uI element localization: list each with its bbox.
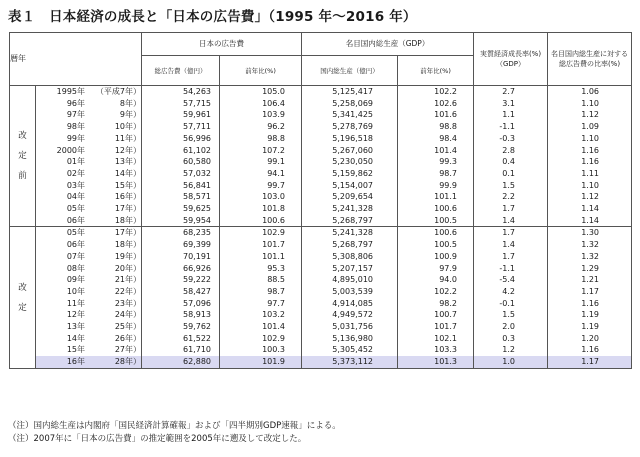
real-growth-cell: -1.1 <box>474 263 548 275</box>
real-growth-cell: 1.7 <box>474 203 548 215</box>
footnote: （注）2007年に「日本の広告費」の推定範囲を2005年に遡及して改定した。 <box>8 434 307 444</box>
year-cell <box>36 156 142 168</box>
gdp-yoy-cell: 98.4 <box>398 133 474 145</box>
gdp-value-cell: 4,895,010 <box>302 274 398 286</box>
era-label-pre-revision: 改 定 前 <box>10 86 36 227</box>
ad-yoy-cell: 98.8 <box>220 133 302 145</box>
ratio-cell: 1.06 <box>548 86 632 98</box>
ad-total-cell: 56,996 <box>142 133 220 145</box>
calendar-year: 02年 <box>66 168 85 178</box>
ad-yoy-cell: 107.2 <box>220 145 302 157</box>
gdp-value-cell: 5,308,806 <box>302 251 398 263</box>
gdp-value-cell: 5,268,797 <box>302 215 398 227</box>
gdp-value-cell: 5,230,050 <box>302 156 398 168</box>
calendar-year: 13年 <box>66 322 85 332</box>
calendar-year: 98年 <box>66 122 85 132</box>
calendar-year: 05年 <box>66 228 85 238</box>
ratio-cell: 1.19 <box>548 309 632 321</box>
year-cell <box>36 263 142 275</box>
year-cell <box>36 86 142 98</box>
gdp-value-cell: 5,305,452 <box>302 344 398 356</box>
calendar-year: 07年 <box>66 251 85 261</box>
year-cell <box>36 274 142 286</box>
ratio-cell: 1.19 <box>548 321 632 333</box>
gdp-yoy-cell: 94.0 <box>398 274 474 286</box>
heisei-year: 21年） <box>114 275 141 285</box>
heisei-year: 13年） <box>114 157 141 167</box>
heisei-year: 28年） <box>114 357 141 367</box>
ratio-cell: 1.16 <box>548 298 632 310</box>
year-header: 暦年 <box>10 33 142 86</box>
ratio-cell: 1.16 <box>548 156 632 168</box>
gdp-value-cell: 5,373,112 <box>302 356 398 368</box>
ad-total-cell: 60,580 <box>142 156 220 168</box>
year-cell <box>36 239 142 251</box>
ad-yoy-cell: 101.1 <box>220 251 302 263</box>
ad-yoy-cell: 102.9 <box>220 227 302 239</box>
table-row <box>10 251 632 263</box>
year-cell <box>36 321 142 333</box>
gdp-yoy-cell: 100.6 <box>398 227 474 239</box>
ratio-cell: 1.12 <box>548 191 632 203</box>
gdp-group-header: 名目国内総生産（GDP） <box>302 33 474 56</box>
real-growth-cell: 1.7 <box>474 251 548 263</box>
ad-yoy-cell: 88.5 <box>220 274 302 286</box>
year-cell <box>36 203 142 215</box>
ratio-cell: 1.14 <box>548 215 632 227</box>
gdp-yoy-cell: 100.6 <box>398 203 474 215</box>
heisei-year: 17年） <box>114 204 141 214</box>
calendar-year: 06年 <box>66 215 85 225</box>
real-growth-cell: 1.5 <box>474 180 548 192</box>
ad-yoy-cell: 98.7 <box>220 286 302 298</box>
ad-total-cell: 66,926 <box>142 263 220 275</box>
ratio-cell: 1.30 <box>548 227 632 239</box>
year-cell <box>36 168 142 180</box>
gdp-value-cell: 5,196,518 <box>302 133 398 145</box>
gdp-value-cell: 4,949,572 <box>302 309 398 321</box>
heisei-year: 10年） <box>114 122 141 132</box>
gdp-yoy-cell: 101.3 <box>398 356 474 368</box>
year-cell <box>36 227 142 239</box>
ad-yoy-cell: 102.9 <box>220 333 302 345</box>
real-growth-cell: -1.1 <box>474 121 548 133</box>
gdp-yoy-cell: 102.2 <box>398 286 474 298</box>
gdp-yoy-cell: 102.2 <box>398 86 474 98</box>
ad-total-cell: 61,710 <box>142 344 220 356</box>
year-cell <box>36 286 142 298</box>
year-cell <box>36 191 142 203</box>
ratio-cell: 1.09 <box>548 121 632 133</box>
ratio-cell: 1.16 <box>548 344 632 356</box>
ad-total-cell: 61,102 <box>142 145 220 157</box>
calendar-year: 14年 <box>66 333 85 343</box>
calendar-year: 96年 <box>66 98 85 108</box>
table-row <box>10 321 632 333</box>
calendar-year: 08年 <box>66 263 85 273</box>
table-row <box>10 286 632 298</box>
heisei-year: 22年） <box>114 286 141 296</box>
calendar-year: 10年 <box>66 286 85 296</box>
ad-total-cell: 61,522 <box>142 333 220 345</box>
ratio-cell: 1.17 <box>548 356 632 368</box>
ad-total-cell: 58,427 <box>142 286 220 298</box>
ad-total-cell: 57,032 <box>142 168 220 180</box>
heisei-year: 24年） <box>114 310 141 320</box>
real-growth-cell: 1.7 <box>474 227 548 239</box>
table-row <box>10 215 632 227</box>
calendar-year: 01年 <box>66 157 85 167</box>
table-row <box>10 121 632 133</box>
ad-yoy-cell: 105.0 <box>220 86 302 98</box>
calendar-year: 06年 <box>66 240 85 250</box>
year-cell <box>36 344 142 356</box>
ad-total-cell: 59,222 <box>142 274 220 286</box>
gdp-value-cell: 5,341,425 <box>302 109 398 121</box>
heisei-year: 8年） <box>119 98 141 108</box>
ad-total-cell: 56,841 <box>142 180 220 192</box>
table-row <box>10 168 632 180</box>
ad-yoy-cell: 96.2 <box>220 121 302 133</box>
calendar-year: 15年 <box>66 345 85 355</box>
real-growth-cell: 2.7 <box>474 86 548 98</box>
ad-yoy-cell: 103.9 <box>220 109 302 121</box>
gdp-yoy-cell: 98.2 <box>398 298 474 310</box>
gdp-value-header: 国内総生産（億円） <box>302 56 398 86</box>
gdp-value-cell: 5,241,328 <box>302 227 398 239</box>
table-body <box>10 86 632 369</box>
ad-total-cell: 69,399 <box>142 239 220 251</box>
calendar-year: 97年 <box>66 110 85 120</box>
gdp-yoy-cell: 98.7 <box>398 168 474 180</box>
ad-yoy-header: 前年比(%) <box>220 56 302 86</box>
ratio-cell: 1.17 <box>548 286 632 298</box>
gdp-yoy-cell: 101.6 <box>398 109 474 121</box>
heisei-year: 9年） <box>119 110 141 120</box>
gdp-value-cell: 5,241,328 <box>302 203 398 215</box>
real-growth-cell: -0.1 <box>474 298 548 310</box>
heisei-year: 20年） <box>114 263 141 273</box>
table-row <box>10 263 632 275</box>
gdp-yoy-cell: 97.9 <box>398 263 474 275</box>
gdp-yoy-cell: 100.9 <box>398 251 474 263</box>
gdp-value-cell: 4,914,085 <box>302 298 398 310</box>
gdp-yoy-cell: 98.8 <box>398 121 474 133</box>
table-row <box>10 274 632 286</box>
year-cell <box>36 215 142 227</box>
gdp-yoy-cell: 99.9 <box>398 180 474 192</box>
gdp-yoy-cell: 99.3 <box>398 156 474 168</box>
era-label-revised: 改 定 <box>10 227 36 368</box>
ad-yoy-cell: 99.1 <box>220 156 302 168</box>
ad-total-cell: 68,235 <box>142 227 220 239</box>
heisei-year: 18年） <box>114 215 141 225</box>
gdp-value-cell: 5,003,539 <box>302 286 398 298</box>
gdp-yoy-cell: 100.5 <box>398 215 474 227</box>
ad-yoy-cell: 101.9 <box>220 356 302 368</box>
gdp-yoy-cell: 102.6 <box>398 98 474 110</box>
heisei-year: 12年） <box>114 145 141 155</box>
ratio-cell: 1.20 <box>548 333 632 345</box>
year-cell <box>36 180 142 192</box>
calendar-year: 03年 <box>66 180 85 190</box>
table-row <box>10 298 632 310</box>
real-growth-cell: 2.2 <box>474 191 548 203</box>
ratio-cell: 1.16 <box>548 145 632 157</box>
table-row <box>10 227 632 239</box>
ad-yoy-cell: 99.7 <box>220 180 302 192</box>
real-growth-cell: 1.4 <box>474 215 548 227</box>
ad-total-cell: 59,762 <box>142 321 220 333</box>
heisei-year: 11年） <box>114 133 141 143</box>
ad-yoy-cell: 100.6 <box>220 215 302 227</box>
ad-total-cell: 54,263 <box>142 86 220 98</box>
heisei-year: 23年） <box>114 298 141 308</box>
real-growth-cell: 1.1 <box>474 109 548 121</box>
year-cell <box>36 333 142 345</box>
year-cell <box>36 145 142 157</box>
calendar-year: 99年 <box>66 133 85 143</box>
ad-total-cell: 70,191 <box>142 251 220 263</box>
real-growth-header: 実質経済成長率(%)（GDP） <box>474 33 548 86</box>
ad-group-header: 日本の広告費 <box>142 33 302 56</box>
calendar-year: 16年 <box>66 357 85 367</box>
ad-yoy-cell: 94.1 <box>220 168 302 180</box>
gdp-yoy-header: 前年比(%) <box>398 56 474 86</box>
real-growth-cell: 0.4 <box>474 156 548 168</box>
ratio-header: 名目国内総生産に対する総広告費の比率(%) <box>548 33 632 86</box>
ad-total-cell: 58,571 <box>142 191 220 203</box>
ad-yoy-cell: 95.3 <box>220 263 302 275</box>
calendar-year: 12年 <box>66 310 85 320</box>
real-growth-cell: 2.8 <box>474 145 548 157</box>
ad-yoy-cell: 100.3 <box>220 344 302 356</box>
heisei-year: 27年） <box>114 345 141 355</box>
gdp-value-cell: 5,125,417 <box>302 86 398 98</box>
real-growth-cell: 1.4 <box>474 239 548 251</box>
ad-total-header: 総広告費（億円） <box>142 56 220 86</box>
ratio-cell: 1.10 <box>548 98 632 110</box>
real-growth-cell: -0.3 <box>474 133 548 145</box>
ad-total-cell: 58,913 <box>142 309 220 321</box>
table-row <box>10 145 632 157</box>
ratio-cell: 1.12 <box>548 109 632 121</box>
ratio-cell: 1.32 <box>548 239 632 251</box>
heisei-year: 14年） <box>114 168 141 178</box>
table-row <box>10 109 632 121</box>
table-row <box>10 180 632 192</box>
table-row <box>10 333 632 345</box>
real-growth-cell: 3.1 <box>474 98 548 110</box>
ad-total-cell: 59,961 <box>142 109 220 121</box>
table-row <box>10 356 632 368</box>
gdp-yoy-cell: 103.3 <box>398 344 474 356</box>
gdp-yoy-cell: 100.7 <box>398 309 474 321</box>
gdp-value-cell: 5,154,007 <box>302 180 398 192</box>
economy-ad-table <box>9 32 632 369</box>
year-cell <box>36 309 142 321</box>
heisei-year: 15年） <box>114 180 141 190</box>
calendar-year: 09年 <box>66 275 85 285</box>
year-cell <box>36 251 142 263</box>
table-title: 表１ 日本経済の成長と「日本の広告費」（1995 年〜2016 年） <box>8 9 417 25</box>
year-cell <box>36 356 142 368</box>
heisei-year: 19年） <box>114 251 141 261</box>
table-row <box>10 344 632 356</box>
heisei-year: （平成7年） <box>95 87 141 96</box>
gdp-yoy-cell: 100.5 <box>398 239 474 251</box>
table-row <box>10 156 632 168</box>
gdp-yoy-cell: 101.4 <box>398 145 474 157</box>
ad-total-cell: 57,715 <box>142 98 220 110</box>
table-row <box>10 86 632 98</box>
gdp-value-cell: 5,136,980 <box>302 333 398 345</box>
year-cell <box>36 109 142 121</box>
real-growth-cell: 4.2 <box>474 286 548 298</box>
ratio-cell: 1.29 <box>548 263 632 275</box>
real-growth-cell: 2.0 <box>474 321 548 333</box>
ad-total-cell: 57,711 <box>142 121 220 133</box>
table-row <box>10 239 632 251</box>
real-growth-cell: 1.2 <box>474 344 548 356</box>
table-row <box>10 191 632 203</box>
gdp-value-cell: 5,031,756 <box>302 321 398 333</box>
ratio-cell: 1.11 <box>548 168 632 180</box>
gdp-value-cell: 5,278,769 <box>302 121 398 133</box>
ratio-cell: 1.21 <box>548 274 632 286</box>
calendar-year: 2000年 <box>56 145 85 155</box>
ad-yoy-cell: 101.4 <box>220 321 302 333</box>
gdp-value-cell: 5,267,060 <box>302 145 398 157</box>
heisei-year: 25年） <box>114 322 141 332</box>
ad-total-cell: 57,096 <box>142 298 220 310</box>
calendar-year: 05年 <box>66 204 85 214</box>
table-row <box>10 203 632 215</box>
gdp-value-cell: 5,258,069 <box>302 98 398 110</box>
ad-yoy-cell: 106.4 <box>220 98 302 110</box>
ad-yoy-cell: 97.7 <box>220 298 302 310</box>
gdp-yoy-cell: 101.1 <box>398 191 474 203</box>
gdp-value-cell: 5,207,157 <box>302 263 398 275</box>
ad-yoy-cell: 101.8 <box>220 203 302 215</box>
calendar-year: 1995年 <box>56 87 85 96</box>
heisei-year: 18年） <box>114 240 141 250</box>
calendar-year: 11年 <box>66 298 85 308</box>
real-growth-cell: -5.4 <box>474 274 548 286</box>
heisei-year: 17年） <box>114 228 141 238</box>
table-row <box>10 98 632 110</box>
ad-yoy-cell: 101.7 <box>220 239 302 251</box>
gdp-value-cell: 5,209,654 <box>302 191 398 203</box>
real-growth-cell: 0.3 <box>474 333 548 345</box>
ad-yoy-cell: 103.2 <box>220 309 302 321</box>
gdp-yoy-cell: 102.1 <box>398 333 474 345</box>
table-row <box>10 309 632 321</box>
ad-total-cell: 62,880 <box>142 356 220 368</box>
ratio-cell: 1.10 <box>548 133 632 145</box>
ratio-cell: 1.14 <box>548 203 632 215</box>
calendar-year: 04年 <box>66 192 85 202</box>
ratio-cell: 1.32 <box>548 251 632 263</box>
year-cell <box>36 133 142 145</box>
ad-total-cell: 59,625 <box>142 203 220 215</box>
footnotes <box>8 420 341 446</box>
real-growth-cell: 1.5 <box>474 309 548 321</box>
gdp-yoy-cell: 101.7 <box>398 321 474 333</box>
heisei-year: 26年） <box>114 333 141 343</box>
year-cell <box>36 121 142 133</box>
gdp-value-cell: 5,159,862 <box>302 168 398 180</box>
ad-total-cell: 59,954 <box>142 215 220 227</box>
heisei-year: 16年） <box>114 192 141 202</box>
gdp-value-cell: 5,268,797 <box>302 239 398 251</box>
real-growth-cell: 0.1 <box>474 168 548 180</box>
year-cell <box>36 298 142 310</box>
real-growth-cell: 1.0 <box>474 356 548 368</box>
ratio-cell: 1.10 <box>548 180 632 192</box>
ad-yoy-cell: 103.0 <box>220 191 302 203</box>
footnote: （注）国内総生産は内閣府「国民経済計算確報」および「四半期別GDP速報」による。 <box>8 421 341 431</box>
table-row <box>10 133 632 145</box>
year-cell <box>36 98 142 110</box>
